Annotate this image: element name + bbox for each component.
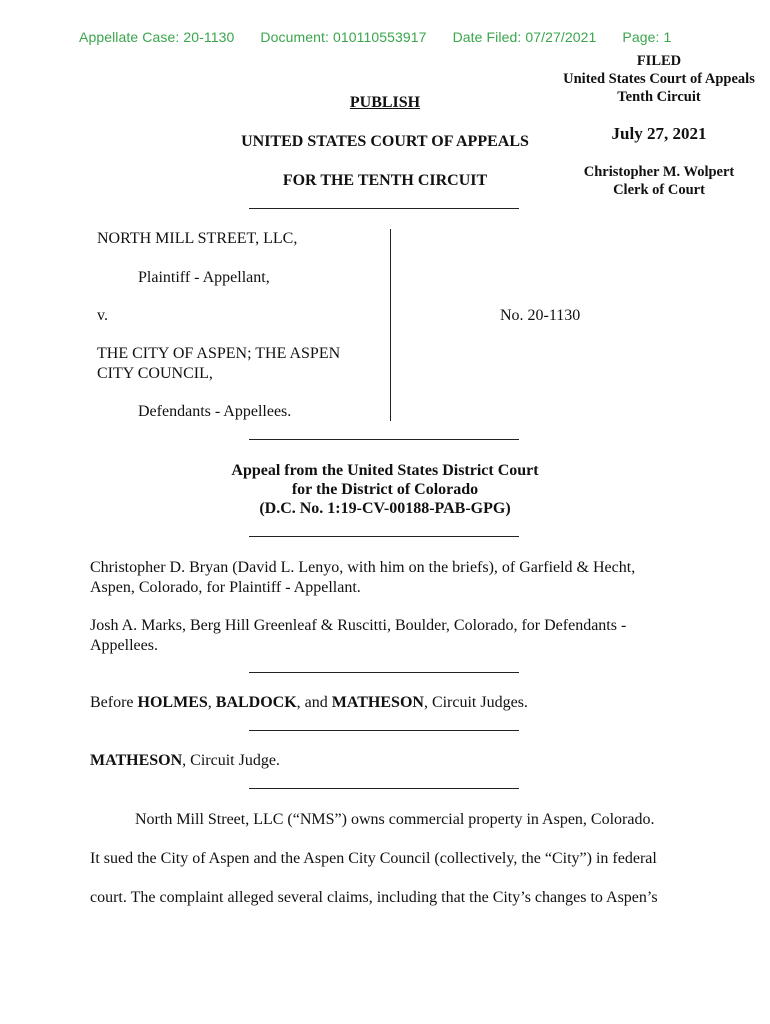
stamp-case: Appellate Case: 20-1130	[79, 29, 235, 45]
opinion-line-3: court. The complaint alleged several claims, including that the City’s changes to Aspen’s	[90, 889, 658, 906]
plaintiff-role: Plaintiff - Appellant,	[138, 269, 270, 286]
stamp-page: Page: 1	[622, 29, 672, 45]
case-number: No. 20-1130	[500, 307, 581, 324]
divider-rule	[249, 730, 519, 731]
divider-rule	[249, 788, 519, 789]
versus: v.	[97, 307, 108, 324]
clerk-name: Christopher M. Wolpert	[583, 164, 735, 180]
clerk-block	[548, 163, 770, 199]
stamp-date-filed: Date Filed: 07/27/2021	[452, 29, 597, 45]
author-name: MATHESON	[90, 752, 183, 769]
stamp-document: Document: 010110553917	[260, 29, 427, 45]
author-suffix: , Circuit Judge.	[182, 752, 280, 769]
filed-court: United States Court of Appeals	[563, 71, 755, 87]
defendant-line-2: CITY COUNCIL,	[97, 365, 213, 382]
panel-line	[90, 694, 528, 712]
appeal-line-2: for the District of Colorado	[291, 481, 479, 498]
publish-label: PUBLISH	[349, 94, 421, 111]
filing-stamp-header	[79, 29, 671, 45]
plaintiff-name: NORTH MILL STREET, LLC,	[97, 230, 298, 247]
separator: , and	[296, 694, 332, 711]
judge-holmes: HOLMES	[137, 694, 208, 711]
divider-rule	[249, 536, 519, 537]
caption-divider	[390, 229, 391, 421]
judge-baldock: BALDOCK	[215, 694, 297, 711]
filed-label: FILED	[636, 53, 682, 69]
appeal-line-3: (D.C. No. 1:19-CV-00188-PAB-GPG)	[259, 500, 511, 517]
defendant-line-1: THE CITY OF ASPEN; THE ASPEN	[97, 345, 341, 362]
divider-rule	[249, 208, 519, 209]
before-label: Before	[90, 694, 138, 711]
filed-date: July 27, 2021	[611, 124, 707, 143]
filed-circuit: Tenth Circuit	[617, 89, 701, 105]
author-line	[90, 752, 280, 770]
appeal-line-1: Appeal from the United States District Court	[231, 462, 539, 479]
opinion-line-1: North Mill Street, LLC (“NMS”) owns commercial property in Aspen, Colorado.	[135, 811, 655, 828]
panel-suffix: , Circuit Judges.	[423, 694, 528, 711]
separator: ,	[207, 694, 216, 711]
judge-matheson: MATHESON	[331, 694, 424, 711]
divider-rule	[249, 672, 519, 673]
opinion-line-2: It sued the City of Aspen and the Aspen City Council (collectively, the “City”) in federal	[90, 850, 657, 867]
divider-rule	[249, 439, 519, 440]
appellant-counsel: Christopher D. Bryan (David L. Lenyo, with him on the briefs), of Garfield & Hecht, Aspen, Colorado, for Plaintiff - Appellant.	[90, 559, 636, 596]
appellee-counsel: Josh A. Marks, Berg Hill Greenleaf & Ruscitti, Boulder, Colorado, for Defendants - Appellees.	[90, 617, 627, 654]
court-name: UNITED STATES COURT OF APPEALS	[241, 133, 529, 150]
clerk-title: Clerk of Court	[613, 182, 705, 198]
circuit-name: FOR THE TENTH CIRCUIT	[282, 172, 488, 189]
filed-notice	[548, 52, 770, 106]
defendant-role: Defendants - Appellees.	[138, 403, 292, 420]
